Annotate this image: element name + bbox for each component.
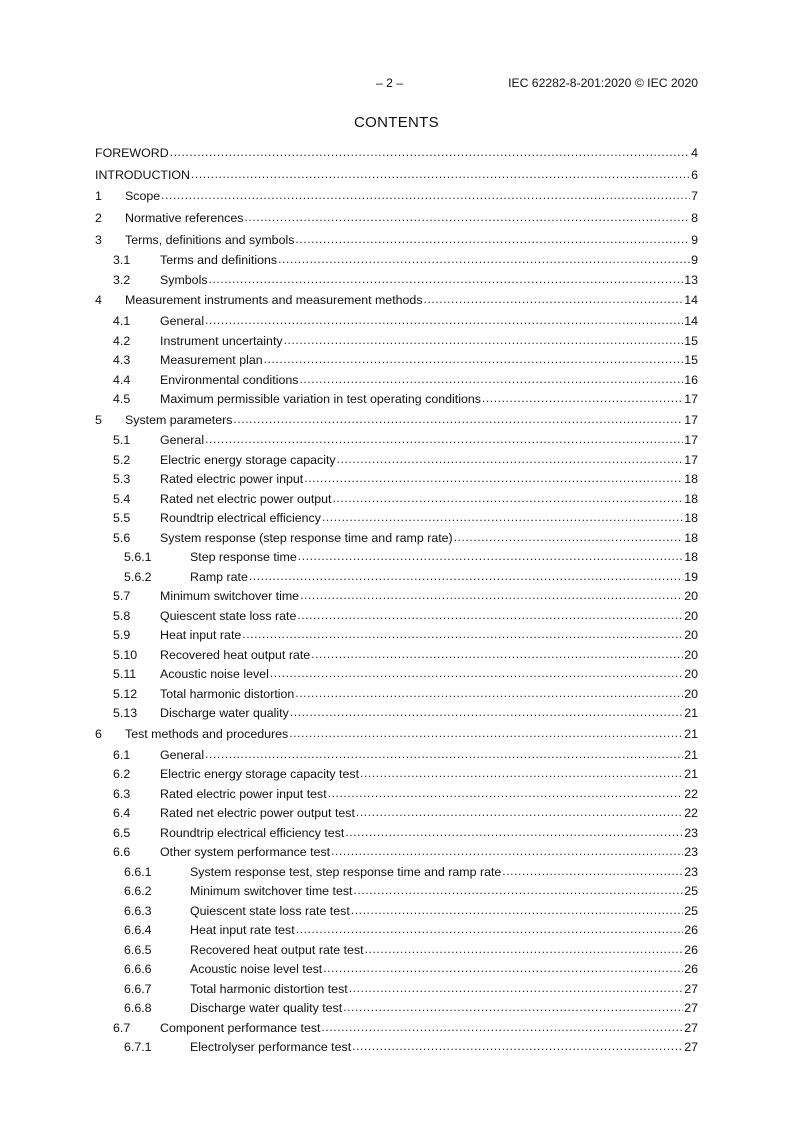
toc-entry-number: 4.4 xyxy=(113,372,131,387)
toc-entry[interactable] xyxy=(95,804,698,824)
toc-entry[interactable] xyxy=(95,746,698,766)
toc-entry-number: 6.1 xyxy=(113,747,131,762)
toc-entry-page: 15 xyxy=(684,333,698,348)
toc-entry-number: 5.5 xyxy=(113,511,131,526)
toc-entry-page: 23 xyxy=(684,825,698,840)
dot-leader xyxy=(289,723,683,745)
dot-leader xyxy=(249,567,683,587)
toc-entry-number: 3.2 xyxy=(113,272,131,287)
dot-leader xyxy=(352,1037,683,1057)
dot-leader xyxy=(209,270,684,290)
toc-entry-page: 17 xyxy=(684,412,698,427)
toc-entry-title: Electric energy storage capacity xyxy=(160,452,336,467)
toc-entry-title: Test methods and procedures xyxy=(125,726,289,741)
toc-entry-page: 20 xyxy=(684,686,698,701)
toc-entry[interactable] xyxy=(95,251,698,271)
toc-entry-number: 5.9 xyxy=(113,628,131,643)
toc-entry-number: 2 xyxy=(95,211,102,226)
toc-entry-page: 20 xyxy=(684,628,698,643)
toc-entry[interactable] xyxy=(95,863,698,883)
dot-leader xyxy=(298,547,683,567)
toc-entry-number: 5.11 xyxy=(113,667,137,682)
toc-entry-title: Other system performance test xyxy=(160,845,331,859)
toc-entry-page: 17 xyxy=(684,392,698,407)
toc-entry-page: 21 xyxy=(684,706,698,721)
toc-entry-page: 19 xyxy=(684,569,698,584)
dot-leader xyxy=(191,164,690,186)
toc-entry-page: 27 xyxy=(684,981,698,996)
toc-entry-title: Total harmonic distortion test xyxy=(190,981,348,996)
page-title: CONTENTS xyxy=(354,114,439,131)
toc-entry-title: Rated electric power input test xyxy=(160,786,327,801)
toc-entry-page: 27 xyxy=(684,1001,698,1015)
toc-entry-number: 6.6.3 xyxy=(124,903,152,918)
toc-entry[interactable] xyxy=(95,186,698,208)
dot-leader xyxy=(345,823,683,843)
toc-entry-page: 22 xyxy=(684,806,698,820)
toc-entry-number: 3.1 xyxy=(113,253,131,268)
dot-leader xyxy=(295,229,690,251)
toc-entry-title: System response test, step response time and ramp rate xyxy=(190,864,502,879)
toc-entry-number: 6.6.7 xyxy=(124,981,152,996)
toc-entry-number: 4.2 xyxy=(113,333,131,348)
toc-entry-title: Environmental conditions xyxy=(160,372,299,387)
table-of-contents xyxy=(95,143,698,1058)
toc-entry-page: 21 xyxy=(684,747,698,762)
toc-entry-number: 6.6.5 xyxy=(124,942,152,957)
dot-leader xyxy=(343,998,683,1018)
dot-leader xyxy=(233,409,683,431)
dot-leader xyxy=(323,959,683,979)
toc-entry-title: Ramp rate xyxy=(190,569,248,584)
dot-leader xyxy=(205,745,683,765)
dot-leader xyxy=(297,606,683,626)
toc-entry-page: 13 xyxy=(684,272,698,287)
dot-leader xyxy=(205,430,683,450)
toc-entry-page: 15 xyxy=(684,353,698,368)
toc-entry-title: Acoustic noise level test xyxy=(190,962,323,976)
toc-entry[interactable] xyxy=(95,332,698,352)
toc-entry-number: 1 xyxy=(95,189,102,204)
toc-entry[interactable] xyxy=(95,941,698,961)
toc-entry-number: 6.4 xyxy=(113,806,131,820)
toc-entry-page: 20 xyxy=(684,589,698,604)
toc-entry-title: Discharge water quality xyxy=(160,706,289,721)
dot-leader xyxy=(284,331,684,351)
toc-entry-title: Heat input rate xyxy=(160,628,242,643)
toc-entry-page: 18 xyxy=(684,491,698,506)
toc-entry-number: 5.6.1 xyxy=(124,550,152,565)
dot-leader xyxy=(482,389,683,409)
toc-entry-page: 9 xyxy=(691,253,698,268)
toc-entry-page: 22 xyxy=(684,786,698,801)
toc-entry-number: 4.5 xyxy=(113,392,131,407)
dot-leader xyxy=(321,1018,683,1038)
toc-entry-page: 9 xyxy=(691,232,698,247)
dot-leader xyxy=(311,645,683,665)
toc-entry-page: 21 xyxy=(684,767,698,781)
toc-entry-title: General xyxy=(160,747,205,762)
toc-entry-number: 5.13 xyxy=(113,706,138,721)
dot-leader xyxy=(502,862,683,882)
toc-entry[interactable] xyxy=(95,882,698,902)
toc-entry-title: Scope xyxy=(125,189,161,204)
toc-entry-number: 5.3 xyxy=(113,472,131,487)
toc-entry[interactable] xyxy=(95,587,698,607)
toc-entry-title: System response (step response time and ramp rate) xyxy=(160,530,453,545)
toc-entry[interactable] xyxy=(95,509,698,529)
toc-entry[interactable] xyxy=(95,312,698,332)
toc-entry[interactable] xyxy=(95,685,698,705)
toc-entry-number: 5.4 xyxy=(113,491,131,506)
toc-entry-number: 5.1 xyxy=(113,433,131,448)
dot-leader xyxy=(337,450,684,470)
toc-entry[interactable] xyxy=(95,490,698,510)
toc-entry-title: Symbols xyxy=(160,272,208,287)
toc-entry[interactable] xyxy=(95,371,698,391)
toc-entry-title: Quiescent state loss rate xyxy=(160,608,297,623)
toc-entry-number: 6.6.4 xyxy=(124,923,152,937)
toc-entry[interactable] xyxy=(95,165,698,187)
dot-leader xyxy=(264,350,684,370)
toc-entry-title: Total harmonic distortion xyxy=(160,686,295,701)
toc-entry-title: Roundtrip electrical efficiency xyxy=(160,511,321,526)
dot-leader xyxy=(356,803,683,823)
toc-entry[interactable] xyxy=(95,1019,698,1039)
toc-entry-title: System parameters xyxy=(125,412,233,427)
toc-entry-title: Rated electric power input xyxy=(160,472,304,487)
dot-leader xyxy=(161,185,690,207)
toc-entry-page: 27 xyxy=(684,1020,698,1035)
toc-entry[interactable] xyxy=(95,431,698,451)
toc-entry-title: Terms, definitions and symbols xyxy=(125,232,295,247)
toc-entry-page: 18 xyxy=(684,550,698,565)
toc-entry-title: General xyxy=(160,433,205,448)
toc-entry[interactable] xyxy=(95,410,698,432)
toc-entry[interactable] xyxy=(95,843,698,863)
toc-entry[interactable] xyxy=(95,607,698,627)
document-reference: IEC 62282-8-201:2020 © IEC 2020 xyxy=(508,76,698,90)
toc-entry-page: 14 xyxy=(684,314,698,329)
toc-entry[interactable] xyxy=(95,646,698,666)
toc-entry-page: 25 xyxy=(684,903,698,918)
toc-entry-page: 18 xyxy=(684,472,698,487)
toc-entry[interactable] xyxy=(95,704,698,724)
dot-leader xyxy=(424,289,684,311)
toc-entry-title: Measurement plan xyxy=(160,353,263,368)
toc-entry[interactable] xyxy=(95,824,698,844)
toc-entry-page: 23 xyxy=(684,845,698,859)
toc-entry-page: 6 xyxy=(691,167,698,182)
toc-entry-number: 5.7 xyxy=(113,589,131,604)
toc-entry[interactable] xyxy=(95,902,698,922)
toc-entry-title: Electrolyser performance test xyxy=(190,1040,352,1054)
dot-leader xyxy=(300,586,683,606)
toc-entry[interactable] xyxy=(95,230,698,252)
toc-entry-page: 7 xyxy=(691,189,698,204)
toc-entry[interactable] xyxy=(95,271,698,291)
toc-entry[interactable] xyxy=(95,765,698,785)
toc-entry-page: 23 xyxy=(684,864,698,879)
toc-entry-title: Roundtrip electrical efficiency test xyxy=(160,825,345,840)
toc-entry-title: Acoustic noise level xyxy=(160,667,269,682)
toc-entry-number: 5.12 xyxy=(113,686,138,701)
toc-entry[interactable] xyxy=(95,960,698,980)
dot-leader xyxy=(454,528,684,548)
toc-entry-number: 5.6.2 xyxy=(124,569,152,584)
toc-entry-page: 18 xyxy=(684,530,698,545)
toc-entry[interactable] xyxy=(95,999,698,1019)
toc-entry-number: 6.6.2 xyxy=(124,884,152,898)
toc-entry[interactable] xyxy=(95,980,698,1000)
toc-entry-title: Electric energy storage capacity test xyxy=(160,767,360,781)
toc-entry-page: 26 xyxy=(684,962,698,976)
dot-leader xyxy=(304,469,683,489)
dot-leader xyxy=(360,764,683,784)
toc-entry-title: Rated net electric power output xyxy=(160,491,332,506)
toc-entry-title: INTRODUCTION xyxy=(95,167,190,182)
toc-entry-page: 20 xyxy=(684,667,698,682)
toc-entry-number: 5.10 xyxy=(113,647,138,662)
toc-entry-page: 18 xyxy=(684,511,698,526)
toc-entry-title: Terms and definitions xyxy=(160,253,278,268)
dot-leader xyxy=(331,842,683,862)
dot-leader xyxy=(349,979,683,999)
toc-entry-title: Rated net electric power output test xyxy=(160,806,355,820)
toc-entry-page: 25 xyxy=(684,884,698,898)
toc-entry-number: 5.2 xyxy=(113,452,131,467)
page-number: – 2 – xyxy=(376,76,404,90)
toc-entry-number: 6.7.1 xyxy=(124,1040,152,1054)
toc-entry-title: Component performance test xyxy=(160,1020,321,1035)
toc-entry-title: Recovered heat output rate test xyxy=(190,942,364,957)
toc-entry-number: 6.2 xyxy=(113,767,131,781)
toc-entry-page: 17 xyxy=(684,452,698,467)
toc-entry-number: 6.5 xyxy=(113,825,131,840)
toc-entry-title: Measurement instruments and measurement methods xyxy=(125,293,423,308)
toc-entry-number: 6.6.6 xyxy=(124,962,152,976)
toc-entry[interactable] xyxy=(95,529,698,549)
toc-entry-title: Maximum permissible variation in test operating conditions xyxy=(160,392,481,407)
toc-entry-number: 6.6 xyxy=(113,845,131,859)
dot-leader xyxy=(354,881,684,901)
page-header xyxy=(0,76,793,92)
dot-leader xyxy=(365,940,684,960)
toc-entry-title: Quiescent state loss rate test xyxy=(190,903,350,918)
toc-entry[interactable] xyxy=(95,665,698,685)
toc-entry-number: 6.6.8 xyxy=(124,1001,152,1015)
toc-entry[interactable] xyxy=(95,208,698,230)
toc-entry-number: 4.1 xyxy=(113,314,131,329)
toc-entry-page: 26 xyxy=(684,942,698,957)
toc-entry[interactable] xyxy=(95,290,698,312)
dot-leader xyxy=(270,664,683,684)
dot-leader xyxy=(290,703,683,723)
dot-leader xyxy=(244,207,690,229)
toc-entry-title: Minimum switchover time test xyxy=(190,884,353,898)
toc-entry-number: 6 xyxy=(95,726,102,741)
toc-entry[interactable] xyxy=(95,143,698,165)
dot-leader xyxy=(242,625,683,645)
toc-entry-number: 5.8 xyxy=(113,608,131,623)
toc-entry-number: 4 xyxy=(95,293,102,308)
toc-entry[interactable] xyxy=(95,351,698,371)
toc-entry-title: Discharge water quality test xyxy=(190,1001,343,1015)
toc-entry-title: FOREWORD xyxy=(95,146,169,160)
toc-entry-page: 20 xyxy=(684,647,698,662)
toc-entry-number: 6.7 xyxy=(113,1020,131,1035)
toc-entry[interactable] xyxy=(95,470,698,490)
dot-leader xyxy=(205,311,683,331)
toc-entry-page: 21 xyxy=(684,726,698,741)
dot-leader xyxy=(296,920,684,940)
toc-entry-title: Instrument uncertainty xyxy=(160,333,283,348)
dot-leader xyxy=(299,370,683,390)
toc-entry[interactable] xyxy=(95,548,698,568)
toc-entry-title: Normative references xyxy=(125,211,244,226)
dot-leader xyxy=(295,684,683,704)
dot-leader xyxy=(170,142,690,164)
dot-leader xyxy=(278,250,690,270)
toc-entry[interactable] xyxy=(95,451,698,471)
toc-entry-page: 4 xyxy=(691,146,698,160)
toc-entry-number: 3 xyxy=(95,232,102,247)
toc-entry-title: Minimum switchover time xyxy=(160,589,300,604)
dot-leader xyxy=(351,901,683,921)
toc-entry-number: 5 xyxy=(95,412,102,427)
toc-entry-title: Heat input rate test xyxy=(190,923,295,937)
dot-leader xyxy=(322,508,683,528)
toc-entry[interactable] xyxy=(95,390,698,410)
toc-entry-number: 4.3 xyxy=(113,353,131,368)
toc-entry-number: 6.3 xyxy=(113,786,131,801)
toc-entry[interactable] xyxy=(95,724,698,746)
toc-entry-title: Recovered heat output rate xyxy=(160,647,311,662)
toc-entry[interactable] xyxy=(95,626,698,646)
toc-entry[interactable] xyxy=(95,921,698,941)
toc-entry[interactable] xyxy=(95,568,698,588)
toc-entry-title: Step response time xyxy=(190,550,297,565)
toc-entry[interactable] xyxy=(95,785,698,805)
toc-entry-page: 26 xyxy=(684,923,698,937)
dot-leader xyxy=(333,489,684,509)
toc-entry-number: 6.6.1 xyxy=(124,864,152,879)
toc-entry-page: 20 xyxy=(684,608,698,623)
dot-leader xyxy=(328,784,684,804)
toc-entry-page: 16 xyxy=(684,372,698,387)
toc-entry-number: 5.6 xyxy=(113,530,131,545)
toc-entry[interactable] xyxy=(95,1038,698,1058)
toc-entry-page: 17 xyxy=(684,433,698,448)
toc-entry-page: 27 xyxy=(684,1040,698,1054)
toc-entry-page: 14 xyxy=(684,293,698,308)
toc-entry-title: General xyxy=(160,314,205,329)
toc-entry-page: 8 xyxy=(691,211,698,226)
